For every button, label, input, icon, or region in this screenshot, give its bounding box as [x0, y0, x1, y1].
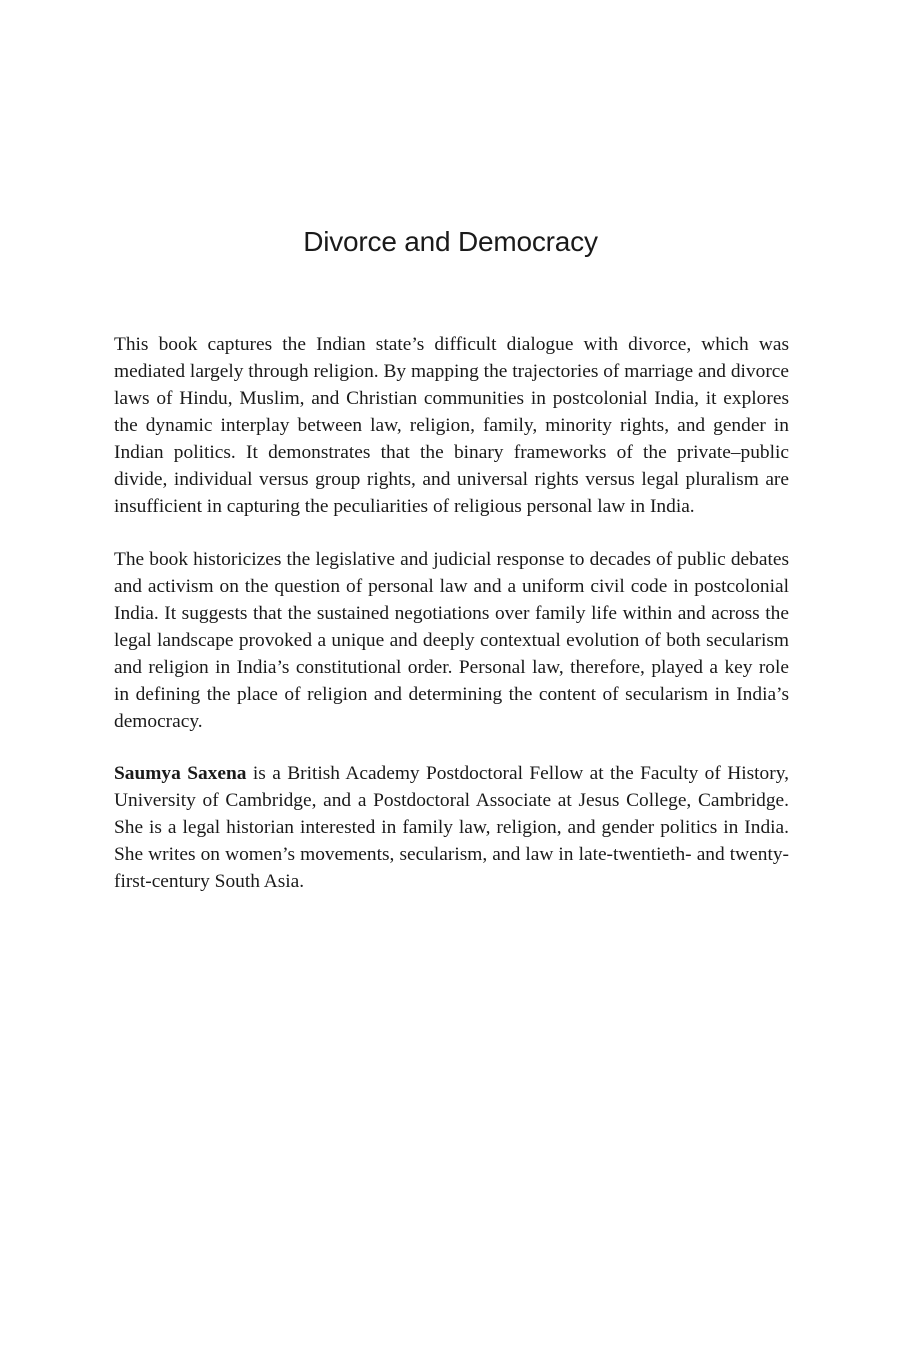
description-paragraph-2: The book historicizes the legislative and judicial response to decades of public debates and activism on the question of personal law and a uniform civil code in postcolonial India. It suggests that the sustained negotiations over family life within and across the legal landscape provoked a unique and deeply contextual evolution of both secularism and religion in India’s constitutional order. Personal law, therefore, played a key role in defining the place of religion and determining the content of secularism in India’s democracy.	[114, 549, 789, 732]
author-bio-text: is a British Academy Postdoctoral Fellow at the Faculty of History, University of Cambridge, and a Postdoctoral Associate at Jesus College, Cambridge. She is a legal historian interested in family law, religion, and gender politics in India. She writes on women’s movements, secularism, and law in late-twentieth- and twenty-first-century South Asia.	[114, 763, 789, 892]
author-name: Saumya Saxena	[114, 763, 247, 784]
author-bio	[114, 760, 789, 895]
description-paragraph-1: This book captures the Indian state’s difficult dialogue with divorce, which was mediated largely through religion. By mapping the trajectories of marriage and divorce laws of Hindu, Muslim, and Christian communities in postcolonial India, it explores the dynamic interplay between law, religion, family, minority rights, and gender in Indian politics. It demonstrates that the binary frameworks of the private–public divide, individual versus group rights, and universal rights versus legal pluralism are insufficient in capturing the peculiarities of religious personal law in India.	[114, 334, 789, 517]
book-title: Divorce and Democracy	[303, 226, 598, 257]
